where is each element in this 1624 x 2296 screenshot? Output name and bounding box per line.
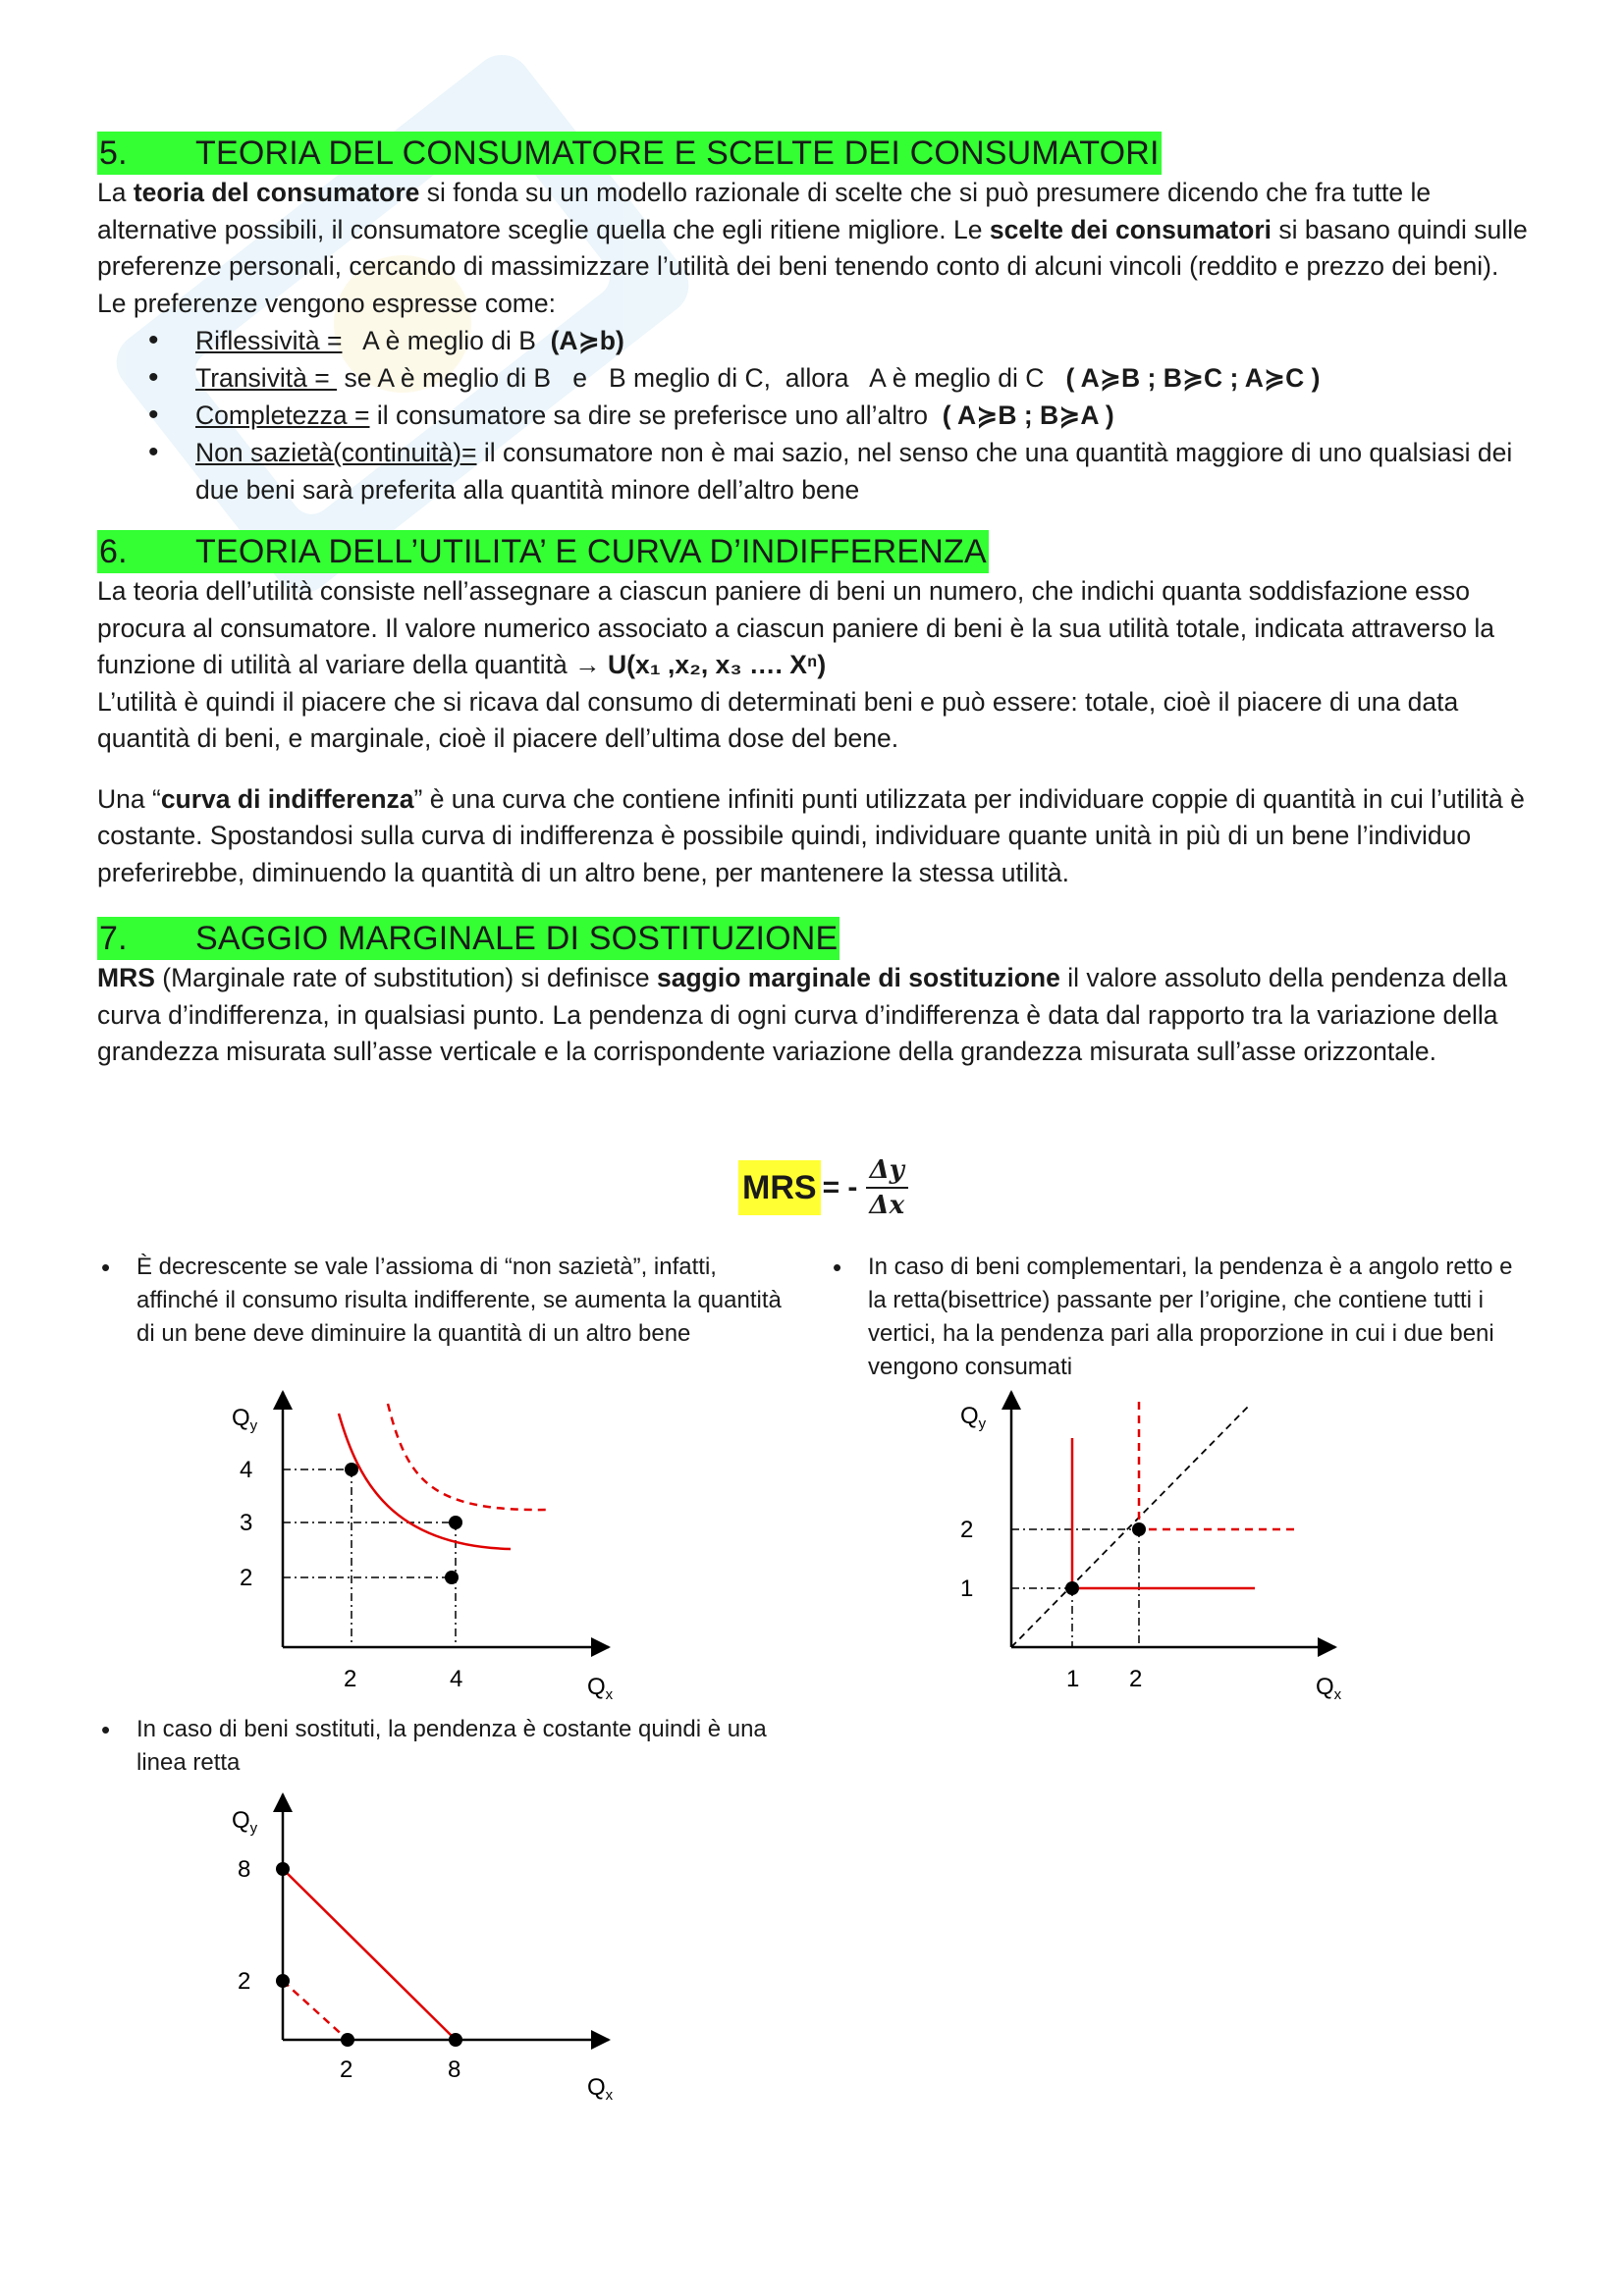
section-6-paragraph-2: L’utilità è quindi il piacere che si ricava dal consumo di determinati beni e può essere: totale, cioè il piacere di una data quantità di beni, e marginale, cioè il piacere dell’ultima dose del bene.: [97, 686, 1459, 753]
utility-function: U(x₁ ,x₂, x₃ …. Xⁿ): [608, 650, 827, 679]
section-6-paragraph-1: [97, 573, 1531, 684]
formula-fraction: [865, 1155, 908, 1220]
bullet-icon: •: [101, 1253, 111, 1282]
bold-term: scelte dei consumatori: [989, 214, 1272, 244]
text-run: si fonda su un modello razionale di scelte che si può presumere dicendo che fra tutte le alternative possibili, il consumatore sceglie quella che egli ritiene migliore. Le: [97, 178, 1432, 244]
data-point: [345, 1463, 358, 1476]
text-run: il valore assoluto della pendenza della curva d’indifferenza, in qualsiasi punto. La pendenza di ogni curva d’indifferenza è data dal rapporto tra la variazione della grandezza misurata sull’asse verticale e la corrispondente variazione della grandezza misurata sull’asse orizzontale.: [97, 963, 1508, 1066]
y-tick-label: 4: [240, 1457, 253, 1483]
section-7-heading: [97, 917, 839, 960]
item-formula: ( A≽B ; B≽C ; A≽C ): [1065, 363, 1321, 393]
item-label: Transività =: [195, 363, 338, 393]
bullet-icon: •: [101, 1715, 111, 1744]
y-axis-label: $Q_y$: [960, 1403, 987, 1432]
list-item: [195, 359, 1531, 397]
text-run: si basano quindi sulle preferenze personali, cercando di massimizzare l’utilità dei beni tenendo conto di alcuni vincoli (reddito e prezzo dei beni). Le preferenze vengono espresse come:: [97, 214, 1528, 318]
formula-body: [821, 1155, 909, 1220]
y-tick-label: 2: [238, 1968, 251, 1995]
y-tick-label: 1: [960, 1575, 974, 1602]
item-formula: (A≽b): [550, 326, 624, 355]
mrs-formula: [738, 1155, 908, 1220]
text-run: (Marginale rate of substitution) si definisce: [154, 963, 657, 992]
section-title: SAGGIO MARGINALE DI SOSTITUZIONE: [195, 920, 839, 957]
text-run: Una “: [97, 783, 161, 814]
note-text: È decrescente se vale l’assioma di “non sazietà”, infatti, affinché il consumo risulta indifferente, se aumenta la quantità di un bene deve diminuire la quantità di un altro bene: [136, 1254, 782, 1347]
data-point: [1065, 1581, 1079, 1595]
chart-complementary-goods: [923, 1374, 1375, 1708]
note-left: [101, 1251, 785, 1351]
bold-term: MRS: [97, 963, 155, 992]
bullet-icon: •: [833, 1253, 842, 1282]
list-item: [195, 322, 1531, 359]
formula-denominator: Δx: [869, 1191, 905, 1220]
section-number: 5.: [99, 134, 128, 172]
note-bottom: [101, 1713, 785, 1780]
y-axis-label: $Q_y$: [232, 1405, 258, 1434]
formula-label: MRS: [738, 1160, 821, 1215]
section-number: 7.: [99, 920, 128, 957]
text-run: La: [97, 178, 134, 207]
item-text: il consumatore non è mai sazio, nel senso che una quantità maggiore di uno qualsiasi dei due beni sarà preferita alla quantità minore dell’altro bene: [195, 438, 1513, 505]
text-run: La teoria dell’utilità consiste nell’assegnare a ciascun paniere di beni un numero, che indichi quanta soddisfazione esso procura al consumatore. Il valore numerico associato a ciascun paniere di beni è la sua utilità totale, indicata attraverso la funzione di utilità al variare della quantità →: [97, 576, 1494, 679]
indifference-curve-solid: [1072, 1438, 1255, 1588]
text-run: ” è una curva che contiene infiniti punti utilizzata per individuare coppie di quantità in cui l’utilità è costante. Spostandosi sulla curva di indifferenza è possibile quindi, individuare quante unità in più di un bene l’individuo preferirebbe, diminuendo la quantità di un altro bene, per mantenere la stessa utilità.: [97, 783, 1525, 887]
bold-term: curva di indifferenza: [160, 783, 414, 814]
y-tick-label: 2: [240, 1565, 253, 1591]
y-axis-label: $Q_y$: [232, 1807, 258, 1837]
x-axis-label: $Q_x$: [587, 1674, 614, 1703]
section-title: TEORIA DELL’UTILITA’ E CURVA D’INDIFFERENZA: [195, 533, 987, 570]
bold-term: saggio marginale di sostituzione: [657, 963, 1060, 992]
formula-equals: = -: [822, 1171, 858, 1203]
indifference-curve-dashed: [388, 1404, 550, 1510]
item-label: Completezza =: [195, 400, 370, 430]
x-tick-label: 2: [344, 1666, 357, 1692]
data-point: [276, 1974, 290, 1988]
note-text: In caso di beni complementari, la pendenza è a angolo retto e la retta(bisettrice) passante per l’origine, che contiene tutti i vertici, ha la pendenza pari alla proporzione in cui i due beni vengono consumati: [868, 1254, 1513, 1380]
section-5-paragraph: [97, 175, 1531, 322]
item-label: Riflessività =: [195, 326, 343, 355]
section-7-paragraph: [97, 960, 1531, 1071]
budget-line-dashed: [283, 1981, 348, 2040]
section-title: TEORIA DEL CONSUMATORE E SCELTE DEI CONSUMATORI: [195, 134, 1160, 172]
chart-decreasing-mrs: [196, 1374, 648, 1708]
indifference-curve-dashed: [1139, 1402, 1298, 1529]
y-tick-label: 3: [240, 1510, 253, 1536]
item-text: il consumatore sa dire se preferisce uno all’altro: [369, 400, 943, 430]
item-formula: ( A≽B ; B≽A ): [942, 400, 1114, 430]
note-right: [833, 1251, 1536, 1384]
section-6-paragraph-3: [97, 781, 1531, 892]
data-point: [1132, 1522, 1146, 1536]
item-text: A è meglio di B: [342, 326, 551, 355]
y-tick-label: 2: [960, 1517, 974, 1543]
x-tick-label: 1: [1066, 1666, 1080, 1692]
budget-line-solid: [283, 1869, 456, 2040]
y-tick-label: 8: [238, 1856, 251, 1883]
x-tick-label: 2: [1129, 1666, 1143, 1692]
document-page: [97, 126, 1531, 1071]
item-text: se A è meglio di B e B meglio di C, allora A è meglio di C: [337, 363, 1066, 393]
data-point: [449, 2033, 462, 2047]
bold-term: teoria del consumatore: [133, 178, 420, 207]
data-point: [449, 1516, 462, 1529]
chart-substitute-goods: [196, 1777, 648, 2110]
data-point: [445, 1571, 459, 1584]
data-point: [341, 2033, 354, 2047]
list-item: [195, 434, 1531, 508]
x-tick-label: 8: [448, 2056, 461, 2083]
x-tick-label: 2: [340, 2056, 353, 2083]
section-number: 6.: [99, 533, 128, 570]
guide-lines: [283, 1469, 457, 1647]
section-5-heading: [97, 132, 1162, 175]
x-axis-label: $Q_x$: [587, 2074, 614, 2104]
item-label: Non sazietà(continuità)=: [195, 438, 477, 467]
x-axis-label: $Q_x$: [1316, 1674, 1342, 1703]
bisector-line: [1011, 1406, 1249, 1647]
data-point: [276, 1862, 290, 1876]
section-6-heading: [97, 530, 989, 573]
x-tick-label: 4: [450, 1666, 463, 1692]
note-text: In caso di beni sostituti, la pendenza è costante quindi è una linea retta: [136, 1716, 767, 1776]
formula-numerator: Δy: [866, 1155, 908, 1189]
preferences-list: [97, 322, 1531, 508]
list-item: [195, 397, 1531, 434]
